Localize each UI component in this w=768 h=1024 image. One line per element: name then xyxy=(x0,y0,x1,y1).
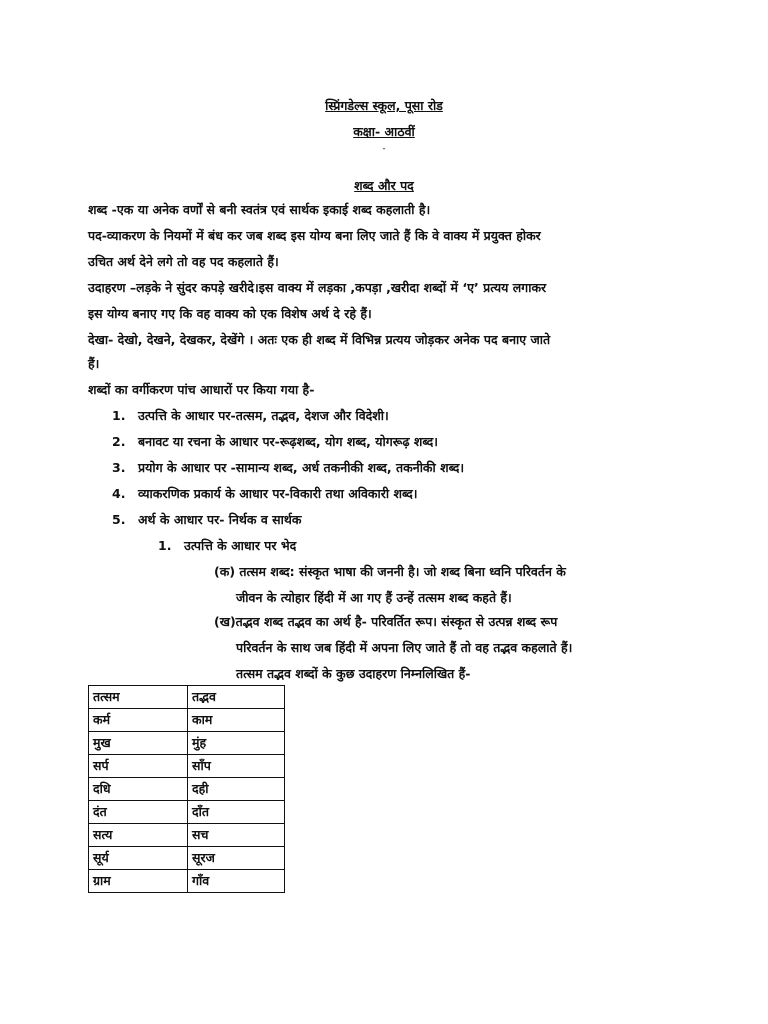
definition-pad-line1: पद-व्याकरण के नियमों में बंध कर जब शब्द इस योग्य बना लिए जाते हैं कि वे वाक्य में प्रयुक्त होकर xyxy=(88,228,541,243)
table-row xyxy=(89,870,285,893)
list-text: व्याकरणिक प्रकार्य के आधार पर-विकारी तथा अविकारी शब्द। xyxy=(138,486,418,501)
table-cell: काम xyxy=(188,709,285,732)
list-text: प्रयोग के आधार पर -सामान्य शब्द, अर्ध तकनीकी शब्द, तकनीकी शब्द। xyxy=(138,460,465,475)
table-cell: दाँत xyxy=(188,801,285,824)
list-text: अर्थ के आधार पर- निर्थक व सार्थक xyxy=(138,512,302,527)
sub-heading-number: 1. xyxy=(158,538,172,553)
tadbhav-line1: (ख)तद्भव शब्द तद्भव का अर्थ है- परिवर्तित रूप। संस्कृत से उत्पन्न शब्द रूप xyxy=(214,614,558,629)
table-cell: दंत xyxy=(89,801,188,824)
table-header-tadbhav: तद्भव xyxy=(188,686,285,709)
dekha-line1: देखा- देखो, देखने, देखकर, देखेंगे । अतः एक ही शब्द में विभिन्न प्रत्यय जोड़कर अनेक पद बनाए जाते xyxy=(88,332,551,347)
class-title: कक्षा- आठवीं xyxy=(353,124,415,139)
tadbhav-line2: परिवर्तन के साथ जब हिंदी में अपना लिए जाते हैं तो वह तद्भव कहलाते हैं। xyxy=(236,640,573,655)
table-cell: सर्प xyxy=(89,755,188,778)
table-cell: सत्य xyxy=(89,824,188,847)
table-row xyxy=(89,755,285,778)
list-item xyxy=(112,408,389,424)
small-mark: - xyxy=(382,144,386,154)
list-number: 2. xyxy=(112,434,126,449)
tatsam-tadbhav-table xyxy=(88,685,285,893)
definition-pad-line2: उचित अर्थ देने लगे तो वह पद कहलाते हैं। xyxy=(88,254,279,269)
list-number: 3. xyxy=(112,460,126,475)
tatsam-line1: (क) तत्सम शब्द: संस्कृत भाषा की जननी है। जो शब्द बिना ध्वनि परिवर्तन के xyxy=(214,564,566,579)
list-number: 5. xyxy=(112,512,126,527)
table-row xyxy=(89,801,285,824)
school-title: स्प्रिंगडेल्स स्कूल, पूसा रोड xyxy=(325,98,443,113)
table-cell: ग्राम xyxy=(89,870,188,893)
topic-title: शब्द और पद xyxy=(354,178,414,193)
table-row xyxy=(89,732,285,755)
example-line1: उदाहरण –लड़के ने सुंदर कपड़े खरीदे।इस वाक्य में लड़का ,कपड़ा ,खरीदा शब्दों में ‘ए’ प्रत्यय लगाकर xyxy=(88,280,547,295)
tatsam-line2: जीवन के त्योहार हिंदी में आ गए हैं उन्हें तत्सम शब्द कहते हैं। xyxy=(236,590,512,605)
list-item xyxy=(112,486,418,502)
table-cell: कर्म xyxy=(89,709,188,732)
table-cell: गाँव xyxy=(188,870,285,893)
example-line2: इस योग्य बनाए गए कि वह वाक्य को एक विशेष अर्थ दे रहे हैं। xyxy=(88,306,372,321)
definition-shabd: शब्द -एक या अनेक वर्णों से बनी स्वतंत्र एवं सार्थक इकाई शब्द कहलाती है। xyxy=(88,202,431,217)
list-item xyxy=(112,434,438,450)
table-row xyxy=(89,847,285,870)
classification-intro: शब्दों का वर्गीकरण पांच आधारों पर किया गया है- xyxy=(88,382,315,397)
list-item xyxy=(112,460,464,476)
table-cell: सच xyxy=(188,824,285,847)
sub-heading-text: उत्पत्ति के आधार पर भेद xyxy=(184,538,297,553)
table-header-row xyxy=(89,686,285,709)
table-cell: मुंह xyxy=(188,732,285,755)
table-row xyxy=(89,709,285,732)
list-item xyxy=(112,512,301,528)
table-cell: दधि xyxy=(89,778,188,801)
table-cell: दही xyxy=(188,778,285,801)
list-text: उत्पत्ति के आधार पर-तत्सम, तद्भव, देशज और विदेशी। xyxy=(138,408,389,423)
table-row xyxy=(89,778,285,801)
list-number: 1. xyxy=(112,408,126,423)
list-text: बनावट या रचना के आधार पर-रूढ़शब्द, योग शब्द, योगरूढ़ शब्द। xyxy=(138,434,438,449)
table-cell: मुख xyxy=(89,732,188,755)
sub-heading xyxy=(158,538,296,554)
list-number: 4. xyxy=(112,486,126,501)
table-cell: सूरज xyxy=(188,847,285,870)
table-header-tatsam: तत्सम xyxy=(89,686,188,709)
table-row xyxy=(89,824,285,847)
table-cell: सूर्य xyxy=(89,847,188,870)
table-cell: साँप xyxy=(188,755,285,778)
examples-intro: तत्सम तद्भव शब्दों के कुछ उदाहरण निम्नलिखित हैं- xyxy=(236,666,471,681)
dekha-line2: हैं। xyxy=(88,356,100,371)
